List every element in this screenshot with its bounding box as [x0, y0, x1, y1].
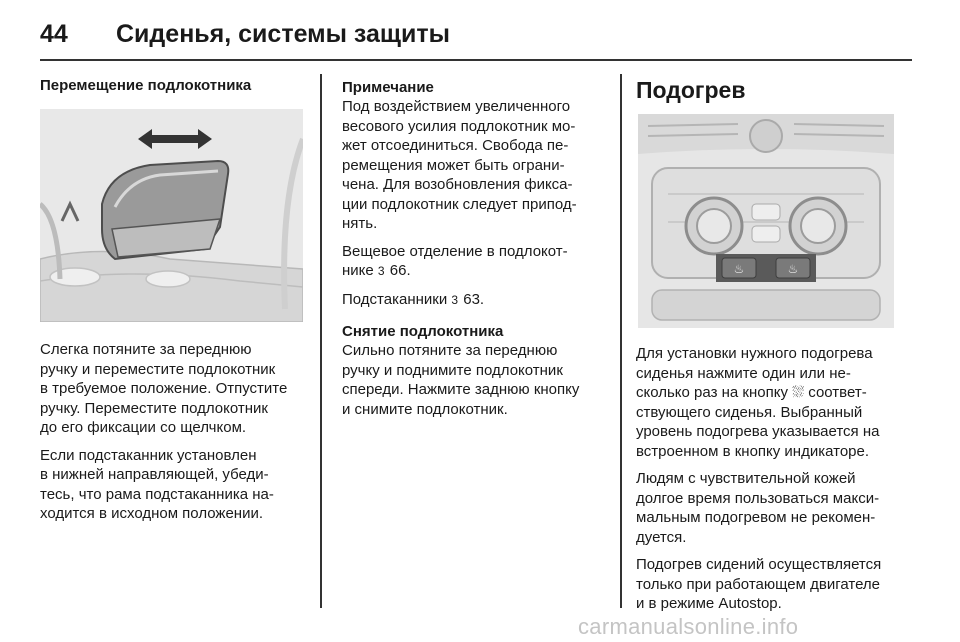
text-line: и в режиме Autostop. — [636, 595, 782, 612]
text-line: Слегка потяните за переднюю — [40, 341, 252, 358]
text-line: нять. — [342, 215, 378, 232]
text-line: ции подлокотник следует припод- — [342, 195, 577, 213]
text-line: до его фиксации со щелчком. — [40, 419, 247, 436]
section-heading-armrest-move: Перемещение подлокотника — [40, 77, 252, 94]
note-text — [342, 97, 607, 234]
paragraph-cupholder-ref — [342, 290, 607, 311]
text-line: Сильно потяните за переднюю — [342, 342, 558, 359]
text-line: Для установки нужного подогрева — [636, 345, 873, 362]
text-line: сколько раз на кнопку ⛆ соответ- — [636, 384, 867, 401]
paragraph-sensitive-skin — [636, 469, 912, 547]
text-line: ствующего сиденья. Выбранный — [636, 403, 863, 421]
text-line: жет отсоединиться. Свобода пе- — [342, 137, 569, 154]
text-line: долгое время пользоваться макси- — [636, 489, 880, 507]
text-line: Подогрев сидений осуществляется — [636, 556, 882, 573]
storage-ref-text: нике — [342, 262, 374, 279]
text-line: Если подстаканник установлен — [40, 446, 257, 464]
text-line: мальным подогревом не рекомен- — [636, 509, 876, 526]
watermark: carmanualsonline.info — [578, 614, 799, 639]
page-header — [40, 18, 912, 58]
paragraph-heating-instructions — [636, 344, 912, 461]
text-line — [342, 290, 607, 311]
column-divider — [620, 74, 622, 608]
text-line: только при работающем двигателе — [636, 575, 881, 593]
storage-page-ref[interactable]: 66. — [389, 262, 411, 279]
page-number: 44 — [40, 20, 68, 48]
text-line: встроенном в кнопку индикаторе. — [636, 442, 870, 460]
section-heading-heating: Подогрев — [636, 77, 746, 103]
text-line: ручку и поднимите подлокотник — [342, 361, 563, 379]
text-line: в нижней направляющей, убеди- — [40, 466, 269, 483]
paragraph-storage-ref — [342, 242, 607, 282]
column-seat-heating — [636, 76, 912, 622]
note-heading: Примечание — [342, 79, 434, 96]
page-ref-icon: 3 — [377, 264, 385, 278]
text-line: и снимите подлокотник. — [342, 400, 508, 418]
paragraph-engine-condition — [636, 555, 912, 614]
svg-text:♨: ♨ — [733, 262, 745, 276]
text-line: сиденья нажмите один или не- — [636, 364, 851, 382]
page-title: Сиденья, системы защиты — [116, 20, 450, 48]
paragraph-move-instructions — [40, 340, 305, 438]
text-line: ручку. Переместите подлокотник — [40, 399, 268, 417]
text-line: весового усилия подлокотник мо- — [342, 117, 576, 135]
text-line: спереди. Нажмите заднюю кнопку — [342, 381, 580, 398]
text-line: Вещевое отделение в подлокот- — [342, 242, 568, 260]
text-line: Людям с чувствительной кожей — [636, 470, 856, 487]
text-line: Под воздействием увеличенного — [342, 98, 571, 115]
column-divider — [320, 74, 322, 608]
text-line: в требуемое положение. Отпустите — [40, 380, 288, 397]
header-divider — [40, 59, 912, 61]
svg-text:♨: ♨ — [787, 262, 799, 276]
heating-control-panel-illustration — [638, 114, 894, 328]
paragraph-removal-instructions — [342, 341, 607, 419]
column-armrest-notes — [342, 76, 607, 427]
column-armrest-adjust — [40, 76, 305, 532]
text-line: тесь, что рама подстаканника на- — [40, 485, 274, 503]
armrest-illustration — [40, 109, 303, 322]
section-heading-armrest-removal: Снятие подлокотника — [342, 323, 504, 340]
text-line: ходится в исходном положении. — [40, 505, 264, 522]
text-line: ремещения может быть ограни- — [342, 156, 565, 174]
text-line: дуется. — [636, 528, 687, 546]
cupholder-page-ref[interactable]: 63. — [463, 290, 485, 308]
text-line — [342, 261, 607, 282]
page-ref-icon: 3 — [451, 292, 459, 307]
text-line: ручку и переместите подлокотник — [40, 360, 276, 378]
paragraph-cupholder-check — [40, 446, 305, 524]
text-line: уровень подогрева указывается на — [636, 423, 880, 440]
cupholder-ref-text: Подстаканники — [342, 290, 448, 308]
text-line: чена. Для возобновления фикса- — [342, 176, 573, 193]
